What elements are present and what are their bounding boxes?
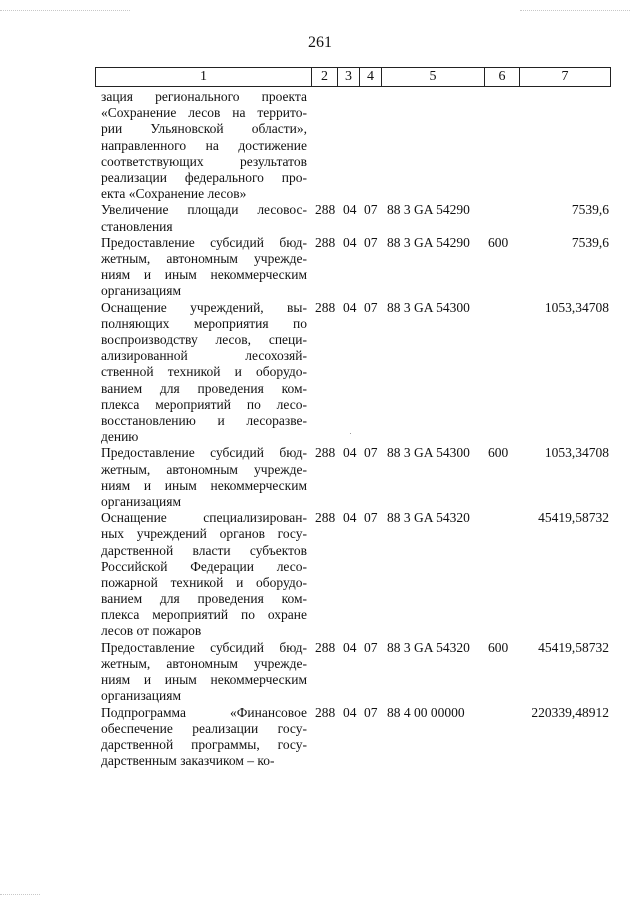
- table-row: [0, 705, 640, 770]
- table-body: [0, 89, 640, 769]
- cell-target-article: 88 3 GA 54320: [387, 639, 470, 655]
- cell-admin: 288: [315, 234, 336, 250]
- row-name-line: направленного на достижение: [101, 137, 307, 153]
- row-name-line: Предоставление субсидий бюд-: [101, 639, 307, 655]
- row-name-line: Оснащение учреждений, вы-: [101, 299, 307, 315]
- row-name-line: жетным, автономным учрежде-: [101, 655, 307, 671]
- row-name-line: плекса мероприятий по охране: [101, 607, 307, 623]
- header-col-name: 1: [200, 69, 207, 84]
- row-name: [101, 640, 307, 705]
- row-name-line: полняющих мероприятия по: [101, 315, 307, 331]
- top-edge-mark: [0, 10, 130, 12]
- row-name: [101, 510, 307, 640]
- row-name-line: лесов от пожаров: [101, 623, 202, 639]
- row-name-line: организациям: [101, 493, 182, 509]
- cell-amount: 220339,48912: [531, 704, 609, 720]
- cell-expense-type: 600: [488, 639, 509, 655]
- cell-expense-type: 600: [488, 234, 509, 250]
- row-name-line: зация регионального проекта: [101, 89, 307, 104]
- cell-admin: 288: [315, 704, 336, 720]
- header-col-admin: 2: [311, 68, 337, 86]
- cell-subsection: 07: [364, 639, 378, 655]
- cell-section: 04: [343, 639, 357, 655]
- bottom-edge-mark: [0, 894, 40, 896]
- header-col-expense-type: 6: [484, 68, 519, 86]
- page-number: 261: [308, 34, 332, 51]
- header-col-subsection: 4: [359, 68, 381, 86]
- cell-target-article: 88 3 GA 54320: [387, 510, 470, 526]
- scan-dot: [350, 433, 351, 434]
- table-row: [0, 235, 640, 300]
- cell-amount: 7539,6: [571, 234, 609, 250]
- row-name-line: соответствующих результатов: [101, 153, 307, 169]
- row-name-line: екта «Сохранение лесов»: [101, 186, 247, 202]
- cell-target-article: 88 3 GA 54290: [387, 202, 470, 218]
- row-name: [101, 705, 307, 770]
- cell-subsection: 07: [364, 704, 378, 720]
- row-name-line: воспроизводству лесов, специ-: [101, 331, 307, 347]
- row-name: [101, 300, 307, 446]
- header-col-amount: 7: [519, 68, 610, 86]
- cell-section: 04: [343, 202, 357, 218]
- row-name-line: Увеличение площади лесовос-: [101, 202, 307, 218]
- row-name-line: дению: [101, 429, 139, 445]
- cell-amount: 45419,58732: [538, 639, 609, 655]
- cell-subsection: 07: [364, 234, 378, 250]
- row-name-line: плекса мероприятий по лесо-: [101, 396, 307, 412]
- cell-target-article: 88 3 GA 54300: [387, 299, 470, 315]
- header-col-section: 3: [337, 68, 359, 86]
- row-name-line: ниям и иным некоммерческим: [101, 267, 307, 283]
- cell-expense-type: 600: [488, 445, 509, 461]
- row-name-line: восстановлению и лесоразве-: [101, 412, 307, 428]
- row-name-line: Российской Федерации лесо-: [101, 558, 307, 574]
- cell-amount: 1053,34708: [544, 299, 609, 315]
- row-name-line: Предоставление субсидий бюд-: [101, 445, 307, 461]
- cell-admin: 288: [315, 202, 336, 218]
- row-name-line: Оснащение специализирован-: [101, 510, 307, 526]
- table-row: [0, 510, 640, 640]
- cell-target-article: 88 3 GA 54300: [387, 445, 470, 461]
- row-name-line: организациям: [101, 283, 182, 299]
- row-name-line: ванием для проведения ком-: [101, 591, 307, 607]
- row-name-line: ванием для проведения ком-: [101, 380, 307, 396]
- cell-amount: 45419,58732: [538, 510, 609, 526]
- row-name-line: дарственным заказчиком – ко-: [101, 753, 275, 769]
- table-row: [0, 89, 640, 202]
- cell-subsection: 07: [364, 299, 378, 315]
- cell-subsection: 07: [364, 202, 378, 218]
- row-name-line: ализированной лесохозяй-: [101, 348, 307, 364]
- row-name-line: дарственной власти субъектов: [101, 542, 307, 558]
- row-name-line: ственной техникой и оборудо-: [101, 364, 307, 380]
- cell-admin: 288: [315, 639, 336, 655]
- row-name: [101, 235, 307, 300]
- cell-subsection: 07: [364, 510, 378, 526]
- cell-amount: 1053,34708: [544, 445, 609, 461]
- row-name: [101, 445, 307, 510]
- row-name-line: жетным, автономным учрежде-: [101, 461, 307, 477]
- cell-section: 04: [343, 510, 357, 526]
- row-name-line: Предоставление субсидий бюд-: [101, 234, 307, 250]
- cell-section: 04: [343, 445, 357, 461]
- row-name-line: становления: [101, 218, 173, 234]
- row-name-line: ниям и иным некоммерческим: [101, 477, 307, 493]
- cell-admin: 288: [315, 445, 336, 461]
- cell-admin: 288: [315, 299, 336, 315]
- header-col-target-article: 5: [381, 68, 484, 86]
- row-name-line: Подпрограмма «Финансовое: [101, 704, 307, 720]
- cell-subsection: 07: [364, 445, 378, 461]
- row-name-line: рии Ульяновской области»,: [101, 121, 307, 137]
- table-row: [0, 300, 640, 446]
- row-name-line: организациям: [101, 688, 182, 704]
- cell-target-article: 88 4 00 00000: [387, 704, 465, 720]
- table-row: [0, 640, 640, 705]
- row-name-line: ниям и иным некоммерческим: [101, 672, 307, 688]
- row-name-line: «Сохранение лесов на террито-: [101, 105, 307, 121]
- cell-amount: 7539,6: [571, 202, 609, 218]
- row-name-line: обеспечение реализации госу-: [101, 720, 307, 736]
- row-name: [101, 202, 307, 234]
- row-name-line: дарственной программы, госу-: [101, 736, 307, 752]
- cell-admin: 288: [315, 510, 336, 526]
- cell-target-article: 88 3 GA 54290: [387, 234, 470, 250]
- row-name-line: жетным, автономным учрежде-: [101, 250, 307, 266]
- cell-section: 04: [343, 299, 357, 315]
- row-name-line: реализации федерального про-: [101, 169, 307, 185]
- cell-section: 04: [343, 234, 357, 250]
- row-name-line: пожарной техникой и оборудо-: [101, 574, 307, 590]
- table-row: [0, 445, 640, 510]
- table-row: [0, 202, 640, 234]
- cell-section: 04: [343, 704, 357, 720]
- table-header: [95, 67, 611, 87]
- row-name-line: ных учреждений органов госу-: [101, 526, 307, 542]
- row-name: [101, 89, 307, 202]
- top-edge-mark: [520, 10, 630, 12]
